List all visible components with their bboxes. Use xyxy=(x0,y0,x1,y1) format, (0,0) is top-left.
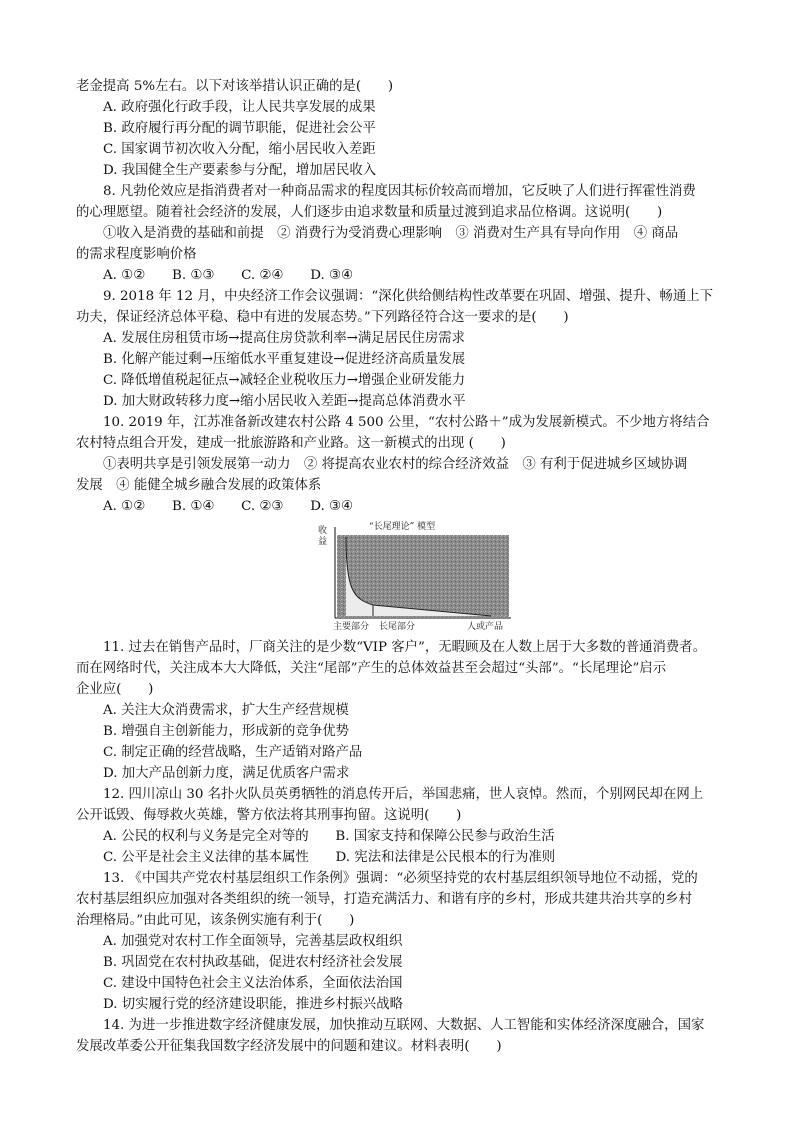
option-d: D. 切实履行党的经济建设职能，推进乡村振兴战略 xyxy=(103,997,403,1012)
long-tail-chart xyxy=(313,519,513,631)
statement-line: ①表明共享是引领发展第一动力 ② 将提高农业农村的综合经济效益 ③ 有利于促进城乡区域协调 xyxy=(103,457,688,472)
option-a: A. 加强党对农村工作全面领导，完善基层政权组织 xyxy=(103,934,403,949)
option-a: A. 政府强化行政手段，让人民共享发展的成果 xyxy=(103,100,376,115)
option-d: D. 我国健全生产要素参与分配，增加居民收入 xyxy=(103,163,377,178)
choice-line: A. ①② B. ①③ C. ②④ D. ③④ xyxy=(103,268,353,283)
text-line: 农村基层组织应加强对各类组织的统一领导，打造充满活力、和谐有序的乡村，形成共建共治共享的乡村 xyxy=(76,892,692,907)
question-13: 13. 《中国共产党农村基层组织工作条例》强调：“必须坚持党的农村基层组织领导地位不动摇，党的 xyxy=(103,871,698,886)
text-line: 农村特点组合开发，建成一批旅游路和产业路。这一新模式的出现 ( ) xyxy=(76,436,506,451)
option-b: B. 化解产能过剩→压缩低水平重复建设→促进经济高质量发展 xyxy=(103,352,466,367)
text-line: 的心理愿望。随着社会经济的发展，人们逐步由追求数量和质量过渡到追求品位格调。这说明( ) xyxy=(76,205,663,220)
option-d: D. 加大产品创新力度，满足优质客户需求 xyxy=(103,766,350,781)
question-9: 9. 2018 年 12 月，中央经济工作会议强调：“深化供给侧结构性改革要在巩固、增强、提升、畅通上下 xyxy=(103,289,713,304)
question-11: 11. 过去在销售产品时，厂商关注的是少数“VIP 客户”，无暇顾及在人数上居于大多数的普通消费者。 xyxy=(103,640,707,655)
text-line: 功夫，保证经济总体平稳、稳中有进的发展态势。”下列路径符合这一要求的是( ) xyxy=(76,310,569,325)
option-c: C. 降低增值税起征点→减轻企业税收压力→增强企业研发能力 xyxy=(103,373,466,388)
y-axis-label-1: 收 xyxy=(318,526,328,536)
y-axis-label-2: 益 xyxy=(318,537,328,547)
option-b: B. 巩固党在农村执政基础，促进农村经济社会发展 xyxy=(103,955,403,970)
chart-title: “长尾理论” 模型 xyxy=(369,522,436,532)
text-line: 的需求程度影响价格 xyxy=(76,247,197,262)
text-line: 治理格局。”由此可见，该条例实施有利于( ) xyxy=(76,913,355,928)
long-tail-model-figure xyxy=(313,519,513,631)
text-line: 老金提高 5%左右。以下对该举措认识正确的是( ) xyxy=(76,79,394,94)
text-line: 发展改革委公开征集我国数字经济发展中的问题和建议。材料表明( ) xyxy=(76,1039,502,1054)
question-10: 10. 2019 年，江苏准备新改建农村公路 4 500 公里，“农村公路＋”成为发展新模式。不少地方将结合 xyxy=(103,415,710,430)
x-axis-label: 人或产品 xyxy=(467,622,504,631)
option-c: C. 制定正确的经营战略，生产适销对路产品 xyxy=(103,745,363,760)
option-a: A. 关注大众消费需求，扩大生产经营规模 xyxy=(103,703,349,718)
text-line: 企业应( ) xyxy=(76,682,154,697)
options-cd: C. 公平是社会主义法律的基本属性 D. 宪法和法律是公民根本的行为准则 xyxy=(103,850,556,865)
statement-line: ①收入是消费的基础和前提 ② 消费行为受消费心理影响 ③ 消费对生产具有导向作用 ④ 商品 xyxy=(103,226,679,241)
question-12: 12. 四川凉山 30 名扑火队员英勇牺牲的消息传开后，举国悲痛，世人哀悼。然而，个别网民却在网上 xyxy=(103,787,704,802)
x-label-main: 主要部分 xyxy=(333,622,370,631)
option-c: C. 国家调节初次收入分配，缩小居民收入差距 xyxy=(103,142,376,157)
options-ab: A. 公民的权利与义务是完全对等的 B. 国家支持和保障公民参与政治生活 xyxy=(103,829,555,844)
text-line: 发展 ④ 能健全城乡融合发展的政策体系 xyxy=(76,478,322,493)
question-14: 14. 为进一步推进数字经济健康发展，加快推动互联网、大数据、人工智能和实体经济深度融合，国家 xyxy=(103,1018,705,1033)
option-b: B. 增强自主创新能力，形成新的竞争优势 xyxy=(103,724,349,739)
option-a: A. 发展住房租赁市场→提高住房贷款利率→满足居民住房需求 xyxy=(103,331,465,346)
text-line: 而在网络时代，关注成本大大降低，关注“尾部”产生的总体效益甚至会超过“头部”。“长尾理论”启示 xyxy=(76,661,667,676)
option-d: D. 加大财政转移力度→缩小居民收入差距→提高总体消费水平 xyxy=(103,394,466,409)
option-b: B. 政府履行再分配的调节职能，促进社会公平 xyxy=(103,121,376,136)
choice-line: A. ①② B. ①④ C. ②③ D. ③④ xyxy=(103,499,353,514)
text-line: 公开诋毁、侮辱救火英雄，警方依法将其刑事拘留。这说明( ) xyxy=(76,808,462,823)
x-label-tail: 长尾部分 xyxy=(379,622,416,631)
option-c: C. 建设中国特色社会主义法治体系，全面依法治国 xyxy=(103,976,403,991)
question-8: 8. 凡勃伦效应是指消费者对一种商品需求的程度因其标价较高而增加，它反映了人们进行挥霍性消费 xyxy=(103,184,696,199)
